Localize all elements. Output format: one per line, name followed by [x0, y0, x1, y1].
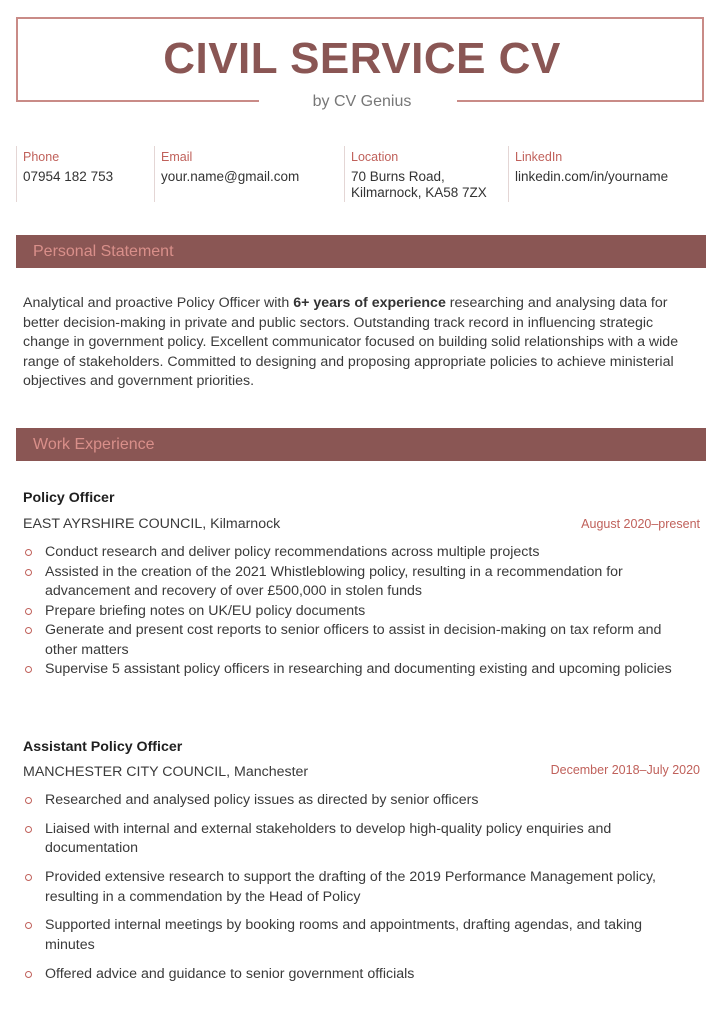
contact-linkedin-value: linkedin.com/in/yourname — [515, 169, 669, 184]
bullet-circle-icon — [25, 874, 32, 881]
job-bullets — [23, 791, 688, 993]
bullet-text: Provided extensive research to support the drafting of the 2019 Performance Management policy, resulting in a commendation by the Head of Policy — [45, 869, 656, 905]
statement-highlight: 6+ years of experience — [293, 295, 446, 311]
bullet-circle-icon — [25, 549, 32, 556]
list-item — [23, 621, 688, 660]
personal-statement-text — [23, 294, 693, 392]
section-personal-statement — [16, 235, 706, 268]
bullet-text: Supervise 5 assistant policy officers in researching and documenting existing and upcoming policies — [45, 661, 672, 677]
bullet-text: Generate and present cost reports to senior officers to assist in decision-making on tax reform and other matters — [45, 622, 662, 658]
job-bullets — [23, 543, 688, 680]
bullet-circle-icon — [25, 797, 32, 804]
section-heading: Personal Statement — [33, 243, 174, 260]
bullet-circle-icon — [25, 569, 32, 576]
job-employer: EAST AYRSHIRE COUNCIL, Kilmarnock — [23, 516, 281, 532]
list-item — [23, 820, 688, 859]
contact-linkedin-label: LinkedIn — [515, 150, 563, 164]
contact-phone-value: 07954 182 753 — [23, 169, 114, 184]
section-work-experience — [16, 428, 706, 461]
bullet-circle-icon — [25, 627, 32, 634]
contact-location-line2: Kilmarnock, KA58 7ZX — [351, 185, 487, 200]
bullet-text: Researched and analysed policy issues as directed by senior officers — [45, 792, 479, 808]
statement-text-start: Analytical and proactive Policy Officer with — [23, 295, 294, 311]
statement-text-end: researching and analysing data for better decision-making in private and public sectors. Outstanding track record in influencing strategic change in government policy. Excellent communicator focused on building solid relationships with a wide range of stakeholders. Committed to designing and proposing appropriate policies to achieve ministerial objectives and government priorities. — [23, 295, 679, 390]
section-heading: Work Experience — [33, 436, 155, 453]
list-item — [23, 543, 688, 563]
bullet-text: Prepare briefing notes on UK/EU policy documents — [45, 602, 366, 619]
job-title: Policy Officer — [23, 490, 115, 506]
bullet-text: Supported internal meetings by booking rooms and appointments, drafting agendas, and taking minutes — [45, 917, 643, 953]
bullet-circle-icon — [25, 826, 32, 833]
contact-email — [154, 146, 344, 202]
list-item — [23, 916, 688, 955]
contact-location — [344, 146, 508, 202]
contact-email-value: your.name@gmail.com — [161, 169, 300, 184]
bullet-circle-icon — [25, 922, 32, 929]
bullet-text: Conduct research and deliver policy recommendations across multiple projects — [45, 544, 540, 560]
bullet-text: Offered advice and guidance to senior government officials — [45, 965, 415, 982]
bullet-text: Assisted in the creation of the 2021 Whistleblowing policy, resulting in a recommendation for advancement and recovery of over £500,000 in stolen funds — [45, 563, 623, 599]
list-item — [23, 965, 688, 985]
job-title: Assistant Policy Officer — [23, 739, 183, 755]
list-item — [23, 602, 688, 622]
contact-linkedin — [508, 146, 704, 202]
job-dates: December 2018–July 2020 — [550, 763, 700, 777]
job-dates: August 2020–present — [581, 517, 700, 531]
contact-phone — [16, 146, 154, 202]
page-title: CIVIL SERVICE CV — [163, 34, 561, 83]
contact-location-line1: 70 Burns Road, — [351, 169, 445, 184]
page-subtitle: by CV Genius — [312, 93, 412, 110]
contact-phone-label: Phone — [23, 150, 60, 164]
contact-email-label: Email — [161, 150, 193, 164]
contact-location-label: Location — [351, 150, 399, 164]
list-item — [23, 563, 688, 602]
job-employer: MANCHESTER CITY COUNCIL, Manchester — [23, 764, 309, 780]
list-item — [23, 791, 688, 811]
list-item — [23, 660, 688, 680]
bullet-circle-icon — [25, 666, 32, 673]
bullet-circle-icon — [25, 971, 32, 978]
bullet-text: Liaised with internal and external stakeholders to develop high-quality policy enquiries and documentation — [45, 820, 612, 857]
list-item — [23, 868, 688, 907]
bullet-circle-icon — [25, 608, 32, 615]
